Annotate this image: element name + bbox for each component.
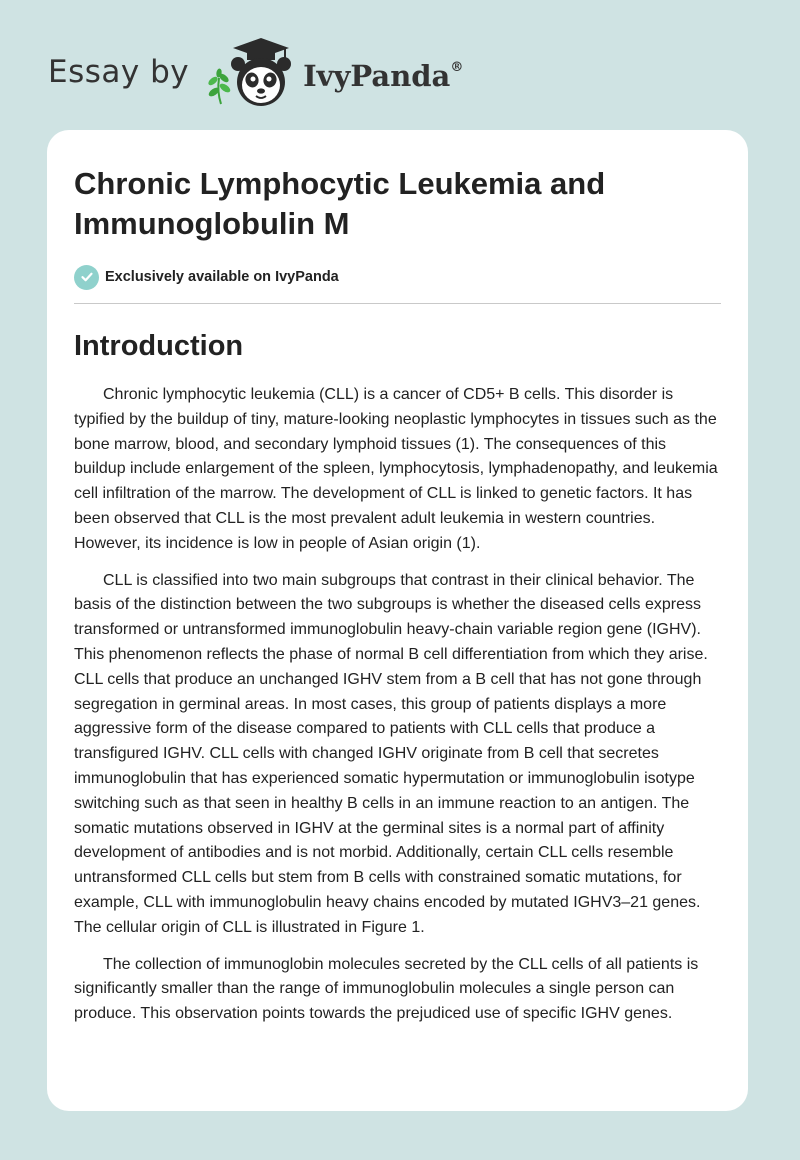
exclusive-badge (74, 264, 721, 290)
brand-name: IvyPanda (303, 59, 451, 93)
site-header (48, 34, 463, 110)
paragraph: CLL is classified into two main subgroups that contrast in their clinical behavior. The basis of the distinction between the two subgroups is whether the diseased cells express transformed or untransformed immunoglobulin heavy-chain variable region gene (IGHV). This phenomenon reflects the phase of normal B cell differentiation from which they arise. CLL cells that produce an unchanged IGHV stem from a B cell that has not gone through segregation in germinal areas. In most cases, this group of patients displays a more aggressive form of the disease compared to patients with CLL cells that produce a transfigured IGHV. CLL cells with changed IGHV originate from B cell that secretes immunoglobulin that has experienced somatic hypermutation or immunoglobulin isotype switching such as that seen in healthy B cells in an immune reaction to an antigen. The somatic mutations observed in IGHV at the germinal sites is a normal part of affinity development of antibodies and is not morbid. Additionally, certain CLL cells resemble untransformed CLL cells but stem from B cells with constrained somatic mutations, for example, CLL with immunoglobulin heavy chains encoded by mutated IGHV3–21 genes. The cellular origin of CLL is illustrated in Figure 1. (74, 571, 708, 936)
panda-face-icon (231, 57, 291, 106)
check-circle-icon (74, 265, 99, 290)
section-heading-introduction: Introduction (74, 330, 244, 362)
leaf-icon (207, 68, 232, 104)
paragraph: Chronic lymphocytic leukemia (CLL) is a cancer of CD5+ B cells. This disorder is typified by the buildup of tiny, mature-looking neoplastic lymphocytes in tissues such as the bone marrow, blood, and secondary lymphoid tissues (1). The consequences of this buildup include enlargement of the spleen, lymphocytosis, lymphadenopathy, and leukemia cell infiltration of the marrow. The development of CLL is linked to genetic factors. It has been observed that CLL is the most prevalent adult leukemia in western countries. However, its incidence is low in people of Asian origin (1). (74, 386, 718, 552)
registered-mark: ® (450, 60, 464, 76)
ivypanda-logo-icon[interactable] (203, 34, 299, 110)
exclusive-label: Exclusively available on IvyPanda (105, 269, 339, 285)
essay-by-label: Essay by (48, 54, 190, 90)
divider (74, 303, 721, 304)
page-title: Chronic Lymphocytic Leukemia and Immunoglobulin M (74, 166, 606, 241)
ivypanda-wordmark[interactable] (303, 59, 463, 93)
paragraph: The collection of immunoglobin molecules secreted by the CLL cells of all patients is significantly smaller than the range of immunoglobulin molecules a single person can produce. This observation points towards the prejudiced use of specific IGHV genes. (74, 955, 699, 1023)
essay-card (47, 130, 748, 1111)
